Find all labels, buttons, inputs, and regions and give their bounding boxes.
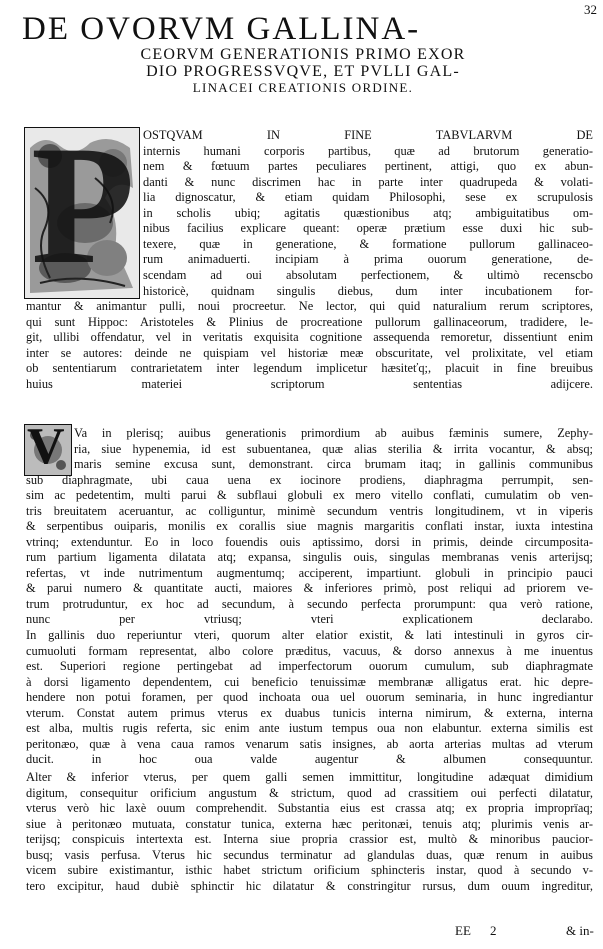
text-line: git, ullibi offendatur, vel in veritatis exquisita cognitione assequenda remoretur, dissentiunt enim <box>26 330 593 345</box>
text-line: peritonæo, quæ à vena caua ramos venarum satis insignes, ab aorta arterias multas ad vterum <box>26 736 593 751</box>
chapter-title <box>18 12 588 95</box>
text-line: ob sententiarum contrarietatem inter legendum implicetur hæsiteťq;, placuit in fine breuibus <box>26 361 593 376</box>
text-line: tris breuitatem aceruantur, ac colliguntur, minimè secundum ventris longitudinem, vt in viperis <box>26 503 593 518</box>
text-line: busq; vasis perfusa. Vterus hic secundus terminatur ad glandulas duas, quæ renum in auibus <box>26 847 593 862</box>
text-line: mantur & animantur pulli, noui procreetur. Ne lector, qui quid naturalium rerum scriptores, <box>26 299 593 314</box>
text-line: qui sunt Hippoc: Aristoteles & Plinius de procreatione pullorum gallinaceorum, tradidere, le- <box>26 314 593 329</box>
text-line: tero excipitur, haud dubiè sphinctir hic dilatatur & constringitur rursus, dum ouum ingreditur, <box>26 878 593 893</box>
text-line: est alba, multis rugis referta, sic enim ante iustum tempus oua non elabuntur. externa similis est <box>26 721 593 735</box>
title-line-2: CEORVM GENERATIONIS PRIMO EXOR <box>140 46 466 63</box>
text-line: & serpentibus ouiparis, monilis ex corallis siue magnis margaritis conflati instar, iuxta intestina <box>26 519 593 533</box>
text-line: lia dignoscatur, & etiam quidam Philosophi, sese ex scrupulosis <box>143 190 593 205</box>
title-line-3: DIO PROGRESSVQVE, ET PVLLI GAL- <box>146 63 460 80</box>
text-line: digitum, consequitur orificium angustum & strictum, quod ad crassitiem oui perfecti dilatatur, <box>26 785 593 800</box>
text-line: nunc per vtriusq; vteri explicationem declarabo. <box>26 612 593 626</box>
text-line: rum partium ligamenta dilatata atq; expansa, singulis ouis, singulas membranas venis arterijsq; <box>26 550 593 564</box>
text-line: ria, siue hypenemia, id est subuentanea, quæ alias sterilia & irrita vocantur, & absq; <box>74 441 593 456</box>
text-line: refertas, vt inde nutrimentum augmentumq; acciperent, impartiunt. globuli in principio pauci <box>26 565 593 580</box>
text-line: historicè, quidnam singulis diebus, dum inter incubationem for- <box>143 283 593 298</box>
text-line: siue à peritonæo mutuata, constatur tunica, externa hæc peritonæi, tenuis atq; plurimis venis ar- <box>26 816 593 831</box>
text-line: vterus verò hic laxè ouum comprehendit. Substantia eius est crassa atq; ex propria improprïaq; <box>26 801 593 815</box>
text-line: nibus facilius explicare queant: operæ prætium esse duxi hic sub- <box>143 221 593 236</box>
text-line: cumuoluti formam representat, albo colore præditus, vacuus, & dorso annexus à me inuentus <box>26 643 593 658</box>
decorated-initial-v <box>24 424 72 476</box>
text-line: vicem subire existimantur, isthic habet strictum orificium sphincteris instar, quod à secundo v- <box>26 863 593 877</box>
text-line: inter se autores: deinde ne quispiam vel historiæ meæ obscuritate, vel prolixitate, vel etiam <box>26 345 593 360</box>
text-line: est. Superiori regione pertingebat ad imperfectorum ouorum cumulum, sub diaphragmate <box>26 659 593 673</box>
signature-mark: EE <box>455 923 471 938</box>
text-line: nem & fœtuum partes peculiares pertinent, attigi, quo ex abun- <box>143 159 593 174</box>
text-line: & parui numero & quantitate aucti, maiores & inferiores primò, post reliqui ad priorem ve- <box>26 581 593 595</box>
catchword: & in- <box>566 923 594 938</box>
text-line: sub diaphragmate, ubi caua uena ex iocinore prodiens, diaphragma perrumpit, sen- <box>26 472 593 487</box>
text-line: In gallinis duo reperiuntur vteri, quorum alter elatior existit, & lati intestinuli in gyros cir- <box>26 628 593 642</box>
text-line: trum protruduntur, ex hoc ad secundum, à secundo perfecta prorumpunt: qua verò ratione, <box>26 596 593 611</box>
text-line: Alter & inferior vterus, per quem galli semen immittitur, longitudine adæquat dimidium <box>26 770 593 784</box>
text-line: vterum. Constat autem primus vterus ex duabus tunicis interna nimirum, & externa, interna <box>26 705 593 720</box>
text-line: vtrinq; extenduntur. Eo in loco fouendis ouis aptissimo, dorsi in primis, deinde circumposita- <box>26 534 593 549</box>
title-line-1: DE OVORVM GALLINA- <box>22 11 421 47</box>
text-line: OSTQVAM IN FINE TABVLARVM DE <box>143 128 593 142</box>
text-line: rum animaduerti. incipiam à prima ouorum generatione, de- <box>143 252 593 267</box>
text-line: danti & nunc discrimen hac in parte inter quadrupeda & volati- <box>143 174 593 189</box>
initial-v-letter: V <box>27 424 65 475</box>
text-line: Va in plerisq; auibus generationis primordium ab auibus fæminis sumere, Zephy- <box>74 426 593 440</box>
decorated-initial-p <box>24 127 140 299</box>
signature-number: 2 <box>490 923 497 938</box>
text-line: scendam ad oui absolutam perfectionem, & ultimò recenscbo <box>143 267 593 282</box>
initial-p-letter: P <box>31 127 135 299</box>
text-line: maris semine excusa sunt, demonstrant. circa brumam itaq; in gallinis communibus <box>74 457 593 471</box>
text-line: texere, quæ in generatione, & formatione pullorum gallinaceo- <box>143 236 593 251</box>
title-line-4: LINACEI CREATIONIS ORDINE. <box>192 80 414 95</box>
text-line: huius materiei scriptorum sententias adijcere. <box>26 376 593 391</box>
text-line: sim ac pedetentim, multi parui & subflaui globuli ex mero vitello conflati, cumulatim ob ven- <box>26 488 593 502</box>
text-line: ducit. in hoc oua valde augentur & albumen consequuntur. <box>26 752 593 766</box>
folio-number: 32 <box>584 2 597 17</box>
text-line: à dorsi ligamento dependentem, cui beneficio tenuissimæ membranæ alligatus erat. hic depre- <box>26 674 593 689</box>
text-line: internis humani corporis partibus, quæ ad brutorum generatio- <box>143 143 593 158</box>
text-line: terijsq; conspicuis intertexta est. Interna siue propria crassior est, multò & minoribus paucior- <box>26 832 593 846</box>
text-line: in scholis ubiq; agitatis quæstionibus atq; ambiguitatibus om- <box>143 205 593 220</box>
text-line: hendere non potui foramen, per quod inchoata oua uel ouorum seminaria, in hunc ingrediantur <box>26 690 593 704</box>
